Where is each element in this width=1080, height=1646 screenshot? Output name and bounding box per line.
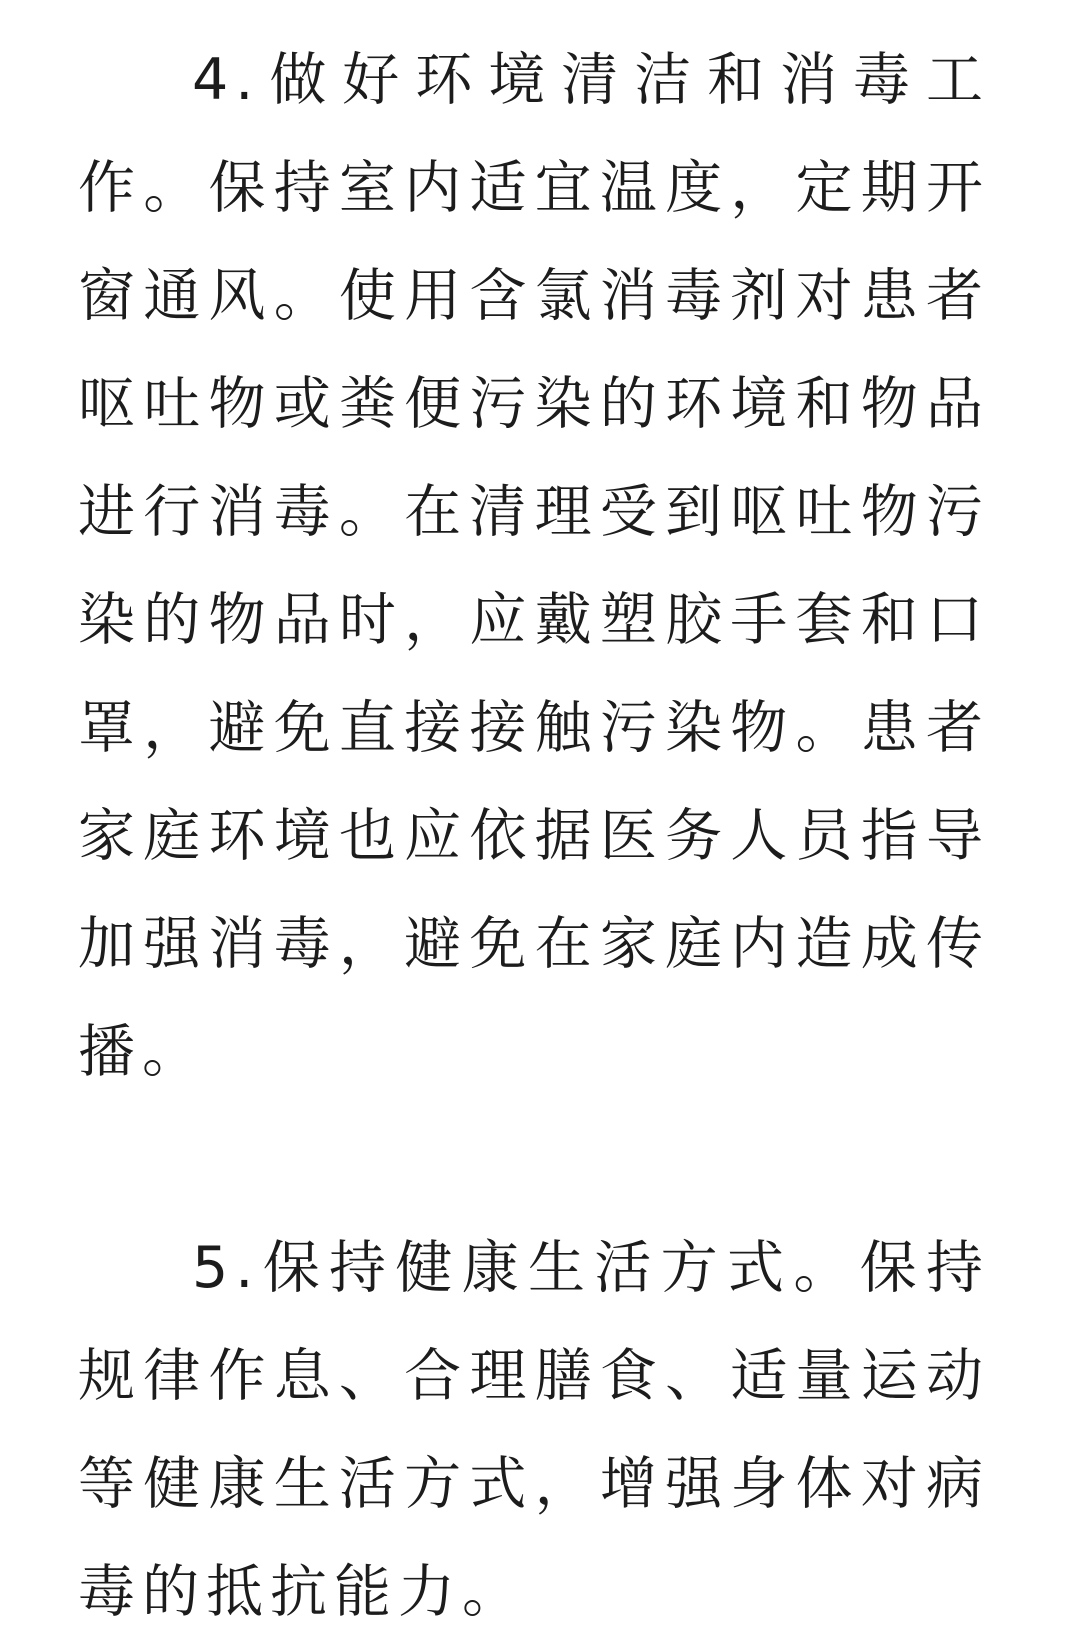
paragraph-environment-disinfection: 4.做好环境清洁和消毒工作。保持室内适宜温度，定期开窗通风。使用含氯消毒剂对患者呕吐物或粪便污染的环境和物品进行消毒。在清理受到呕吐物污染的物品时，应戴塑胶手套和口罩，避免直接接触污染物。患者家庭环境也应依据医务人员指导加强消毒，避免在家庭内造成传播。 xyxy=(78,47,990,1085)
article-body xyxy=(78,26,990,1646)
paragraph-healthy-lifestyle: 5.保持健康生活方式。保持规律作息、合理膳食、适量运动等健康生活方式，增强身体对病毒的抵抗能力。 xyxy=(78,1235,990,1625)
